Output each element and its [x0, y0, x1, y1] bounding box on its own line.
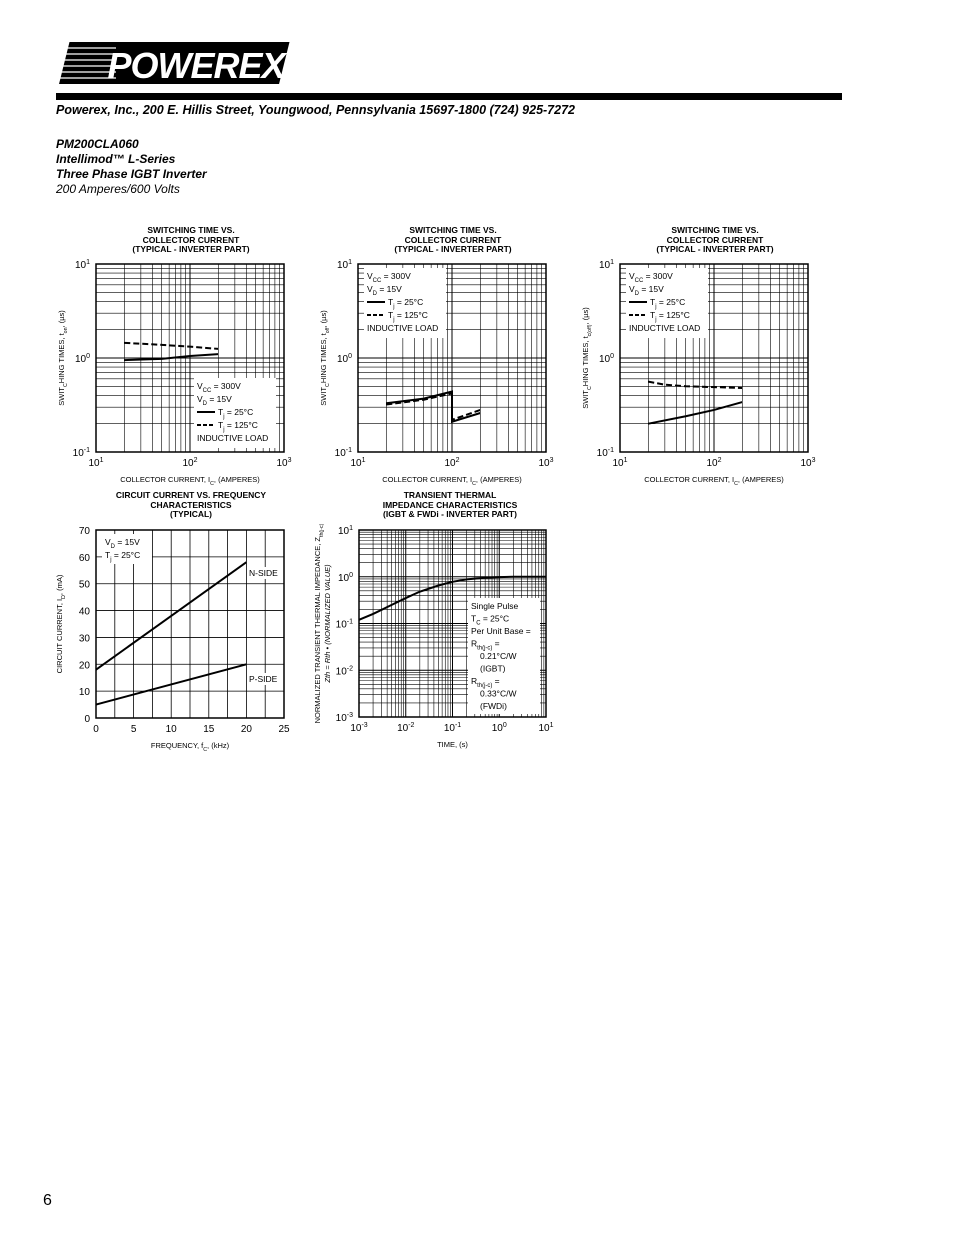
- x-tick-label: $10^1$: [350, 457, 366, 469]
- legend-label: $R_{th(j-c)}$ =: [471, 676, 500, 689]
- y-tick-label: $10^0$: [74, 353, 90, 365]
- legend-label: Per Unit Base =: [471, 626, 531, 636]
- legend-label: $T_C = 25^\circ C$: [471, 613, 510, 627]
- x-tick-label: 15: [203, 724, 215, 735]
- legend-label: $T_j = 25^\circ C$: [650, 297, 686, 310]
- y-tick-label: $10^1$: [337, 525, 353, 537]
- chart-circuit: [50, 518, 300, 752]
- legend-label: $V_D = 15V$: [197, 394, 232, 407]
- y-tick-label: 10: [78, 687, 90, 699]
- series-label: N-SIDE: [249, 568, 278, 578]
- product-description: Three Phase IGBT Inverter: [56, 167, 207, 181]
- x-tick-label: $10^0$: [491, 722, 507, 734]
- legend-label: 0.33°C/W: [480, 688, 517, 699]
- logo-text: POWEREX: [107, 45, 285, 86]
- x-tick-label: $10^2$: [444, 457, 460, 469]
- y-tick-label: 30: [78, 633, 90, 645]
- legend-label: INDUCTIVE LOAD: [629, 323, 701, 333]
- series-line-1: [386, 392, 480, 422]
- x-tick-label: $10^2$: [182, 457, 198, 469]
- x-tick-label: $10^{-3}$: [350, 722, 368, 734]
- chart-title-circuit: CIRCUIT CURRENT VS. FREQUENCY CHARACTERISTICS (TYPICAL): [115, 490, 267, 519]
- y-axis-label-2: Zth = Rth • (NORMALIZED VALUE): [323, 564, 332, 683]
- legend-label: $V_{CC} = 300V$: [629, 271, 673, 284]
- y-tick-label: $10^1$: [74, 259, 90, 271]
- x-tick-label: 0: [93, 724, 99, 735]
- y-tick-label: 50: [78, 579, 90, 591]
- y-tick-label: $10^{-1}$: [596, 447, 614, 459]
- x-tick-label: 5: [130, 724, 137, 735]
- y-tick-label: $10^{-1}$: [335, 618, 353, 631]
- product-rating: 200 Amperes/600 Volts: [56, 182, 180, 196]
- header-rule: [56, 93, 842, 100]
- x-axis-label: COLLECTOR CURRENT, $I_C$, (AMPERES): [120, 475, 260, 487]
- legend-label: $T_j = 25^\circ C$: [388, 297, 424, 310]
- legend-label: $V_{CC} = 300V$: [197, 381, 241, 394]
- legend-label: $T_j = 125^\circ C$: [650, 310, 690, 323]
- y-tick-label: $10^0$: [336, 353, 352, 365]
- x-axis-label: COLLECTOR CURRENT, $I_C$, (AMPERES): [644, 475, 784, 487]
- legend-label: $T_j = 125^\circ C$: [388, 310, 428, 323]
- series-line-2: [648, 382, 742, 388]
- chart-title-tcoff: SWITCHING TIME VS. COLLECTOR CURRENT (TYPICAL - INVERTER PART): [656, 225, 774, 254]
- x-axis-label: FREQUENCY, $f_C$, (kHz): [150, 741, 230, 753]
- y-tick-label: $10^1$: [598, 259, 614, 271]
- series-line-2: [386, 393, 480, 419]
- legend-label: $V_D = 15V$: [105, 537, 140, 550]
- y-tick-label: 60: [78, 552, 90, 564]
- x-tick-label: 25: [278, 724, 290, 735]
- chart-title-toff: SWITCHING TIME VS. COLLECTOR CURRENT (TYPICAL - INVERTER PART): [394, 225, 512, 254]
- y-tick-label: $10^{-3}$: [335, 712, 353, 724]
- chart-title-ton: SWITCHING TIME VS. COLLECTOR CURRENT (TYPICAL - INVERTER PART): [132, 225, 250, 254]
- series-label: P-SIDE: [249, 674, 278, 684]
- series-line-2: [124, 343, 218, 349]
- chart-toff: [312, 250, 562, 490]
- y-axis-label: $SWIT_CHING$ TIMES, $t_{on}$, (µs): [57, 310, 69, 406]
- x-axis-label: COLLECTOR CURRENT, $I_C$, (AMPERES): [382, 475, 522, 487]
- y-axis-label: $SWIT_CHING$ TIMES, $t_{off}$, (µs): [319, 310, 331, 406]
- legend-label: 0.21°C/W: [480, 651, 517, 661]
- x-tick-label: $10^3$: [800, 457, 816, 469]
- part-number: PM200CLA060: [56, 137, 139, 151]
- x-tick-label: $10^3$: [276, 457, 292, 469]
- y-tick-label: 0: [84, 714, 90, 725]
- legend-label: $R_{th(j-c)}$ =: [471, 638, 500, 652]
- legend-label: $T_j = 25^\circ C$: [105, 550, 141, 563]
- series-line-1: [124, 354, 218, 360]
- x-tick-label: $10^{-1}$: [443, 722, 462, 734]
- legend-label: $T_j = 25^\circ C$: [218, 407, 254, 420]
- y-tick-label: $10^1$: [336, 259, 352, 271]
- x-tick-label: $10^{-2}$: [397, 722, 415, 734]
- y-tick-label: 70: [78, 526, 90, 537]
- powerex-logo: [56, 40, 292, 86]
- chart-tcoff: [574, 250, 824, 490]
- y-tick-label: $10^{-1}$: [334, 447, 352, 459]
- chart-ton: [50, 250, 300, 490]
- x-tick-label: $10^1$: [88, 457, 104, 469]
- y-tick-label: $10^{-2}$: [335, 665, 353, 678]
- y-tick-label: $10^0$: [337, 571, 353, 584]
- legend-label: (FWDi): [480, 701, 507, 711]
- y-tick-label: 20: [78, 660, 90, 672]
- x-tick-label: $10^1$: [538, 722, 554, 734]
- x-tick-label: 10: [165, 724, 177, 735]
- x-tick-label: 20: [240, 724, 252, 735]
- chart-thermal: [310, 512, 560, 757]
- y-tick-label: 40: [78, 606, 90, 618]
- x-tick-label: $10^1$: [612, 457, 628, 469]
- x-axis-label: TIME, (s): [437, 740, 468, 749]
- y-axis-label: CIRCUIT CURRENT, $I_D$, (mA): [55, 574, 67, 674]
- series-name: Intellimod™ L-Series: [56, 152, 176, 166]
- legend-label: Single Pulse: [471, 601, 519, 611]
- legend-label: $V_D = 15V$: [629, 284, 664, 297]
- x-tick-label: $10^3$: [538, 457, 554, 469]
- company-address: Powerex, Inc., 200 E. Hillis Street, Youngwood, Pennsylvania 15697-1800 (724) 925-7272: [56, 103, 575, 117]
- y-axis-label: NORMALIZED TRANSIENT THERMAL IMPEDANCE, $Z_{th(j-c)}$: [313, 523, 325, 724]
- legend-label: $V_{CC} = 300V$: [367, 271, 411, 284]
- y-tick-label: $10^0$: [598, 353, 614, 365]
- x-tick-label: $10^2$: [706, 457, 722, 469]
- y-axis-label: $SWIT_CHING$ TIMES, $t_{c(off)}$, (µs): [581, 307, 593, 409]
- legend-label: (IGBT): [480, 663, 506, 674]
- series-line-1: [648, 402, 742, 424]
- legend-label: INDUCTIVE LOAD: [197, 433, 269, 443]
- legend-label: $V_D = 15V$: [367, 284, 402, 297]
- chart-title-thermal: TRANSIENT THERMAL IMPEDANCE CHARACTERISTICS (IGBT & FWDi - INVERTER PART): [382, 490, 518, 519]
- y-tick-label: $10^{-1}$: [72, 447, 90, 459]
- legend-label: $T_j = 125^\circ C$: [218, 420, 258, 433]
- legend-label: INDUCTIVE LOAD: [367, 323, 439, 333]
- page-number: 6: [43, 1192, 52, 1209]
